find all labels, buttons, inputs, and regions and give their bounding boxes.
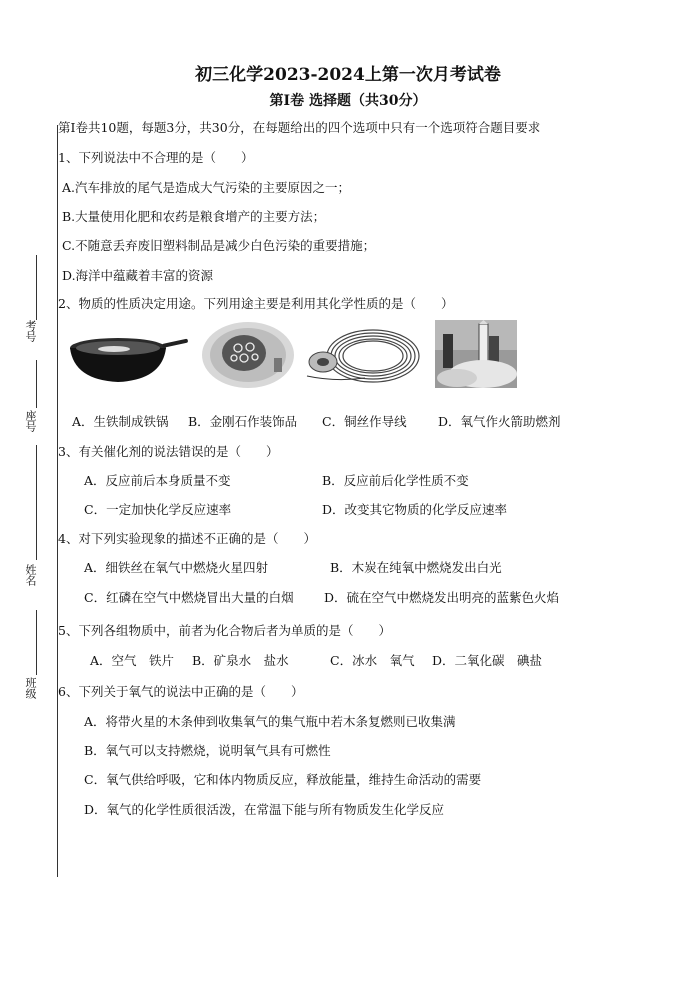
question-3-option-c: C．一定加快化学反应速率	[84, 502, 232, 517]
diamond-ornament-image	[200, 320, 296, 390]
question-2-stem: 2、物质的性质决定用途。下列用途主要是利用其化学性质的是（ ）	[58, 296, 454, 311]
question-5-option-a: A．空气 铁片	[90, 653, 175, 668]
question-6-option-d: D．氧气的化学性质很活泼，在常温下能与所有物质发生化学反应	[84, 802, 445, 817]
question-6-stem: 6、下列关于氧气的说法中正确的是（ ）	[58, 684, 304, 699]
question-3-option-b: B．反应前后化学性质不变	[322, 473, 469, 488]
question-1-option-a: A.汽车排放的尾气是造成大气污染的主要原因之一；	[62, 180, 351, 195]
name-blank	[36, 445, 37, 560]
question-4-option-d: D．硫在空气中燃烧发出明亮的蓝紫色火焰	[324, 590, 560, 605]
question-2-option-b: B．金刚石作装饰品	[188, 414, 298, 429]
question-3-stem: 3、有关催化剂的说法错误的是（ ）	[58, 444, 279, 459]
exam-number-blank	[36, 255, 37, 320]
seat-number-blank	[36, 360, 37, 408]
question-4-option-c: C．红磷在空气中燃烧冒出大量的白烟	[84, 590, 294, 605]
question-4-option-b: B．木炭在纯氧中燃烧发出白光	[330, 560, 502, 575]
question-1-option-d: D.海洋中蕴藏着丰富的资源	[62, 268, 214, 283]
question-6-option-a: A．将带火星的木条伸到收集氧气的集气瓶中若木条复燃则已收集满	[84, 714, 456, 729]
question-1-stem: 1、下列说法中不合理的是（ ）	[58, 150, 254, 165]
question-5-stem: 5、下列各组物质中，前者为化合物后者为单质的是（ ）	[58, 623, 391, 638]
question-2-option-d: D．氧气作火箭助燃剂	[438, 414, 561, 429]
exam-number-label: 考号	[24, 320, 37, 342]
class-blank	[36, 610, 37, 675]
name-label: 姓名	[24, 564, 37, 586]
binding-line	[57, 125, 58, 877]
question-5-option-d: D．二氧化碳 碘盐	[432, 653, 543, 668]
wok-image	[66, 318, 190, 388]
instructions: 第Ⅰ卷共10题，每题3分，共30分，在每题给出的四个选项中只有一个选项符合题目要求	[58, 120, 541, 135]
question-5-option-c: C．冰水 氧气	[330, 653, 415, 668]
seat-number-label: 座号	[24, 410, 37, 432]
question-4-stem: 4、对下列实验现象的描述不正确的是（ ）	[58, 531, 316, 546]
question-4-option-a: A．细铁丝在氧气中燃烧火星四射	[84, 560, 269, 575]
question-6-option-b: B．氧气可以支持燃烧，说明氧气具有可燃性	[84, 743, 331, 758]
copper-wire-image	[305, 322, 423, 388]
question-2-option-c: C．铜丝作导线	[322, 414, 407, 429]
question-3-option-a: A．反应前后本身质量不变	[84, 473, 231, 488]
section-title: 第Ⅰ卷 选择题（共30分）	[269, 93, 427, 109]
question-2-option-a: A．生铁制成铁锅	[72, 414, 169, 429]
question-5-option-b: B．矿泉水 盐水	[192, 653, 289, 668]
rocket-launch-image	[435, 320, 517, 388]
class-label: 班级	[24, 677, 37, 699]
question-1-option-c: C.不随意丢弃废旧塑料制品是减少白色污染的重要措施；	[62, 238, 376, 253]
question-1-option-b: B.大量使用化肥和农药是粮食增产的主要方法；	[62, 209, 326, 224]
page-title: 初三化学2023-2024上第一次月考试卷	[195, 65, 501, 85]
question-3-option-d: D．改变其它物质的化学反应速率	[322, 502, 508, 517]
question-6-option-c: C．氧气供给呼吸，它和体内物质反应，释放能量，维持生命活动的需要	[84, 772, 482, 787]
